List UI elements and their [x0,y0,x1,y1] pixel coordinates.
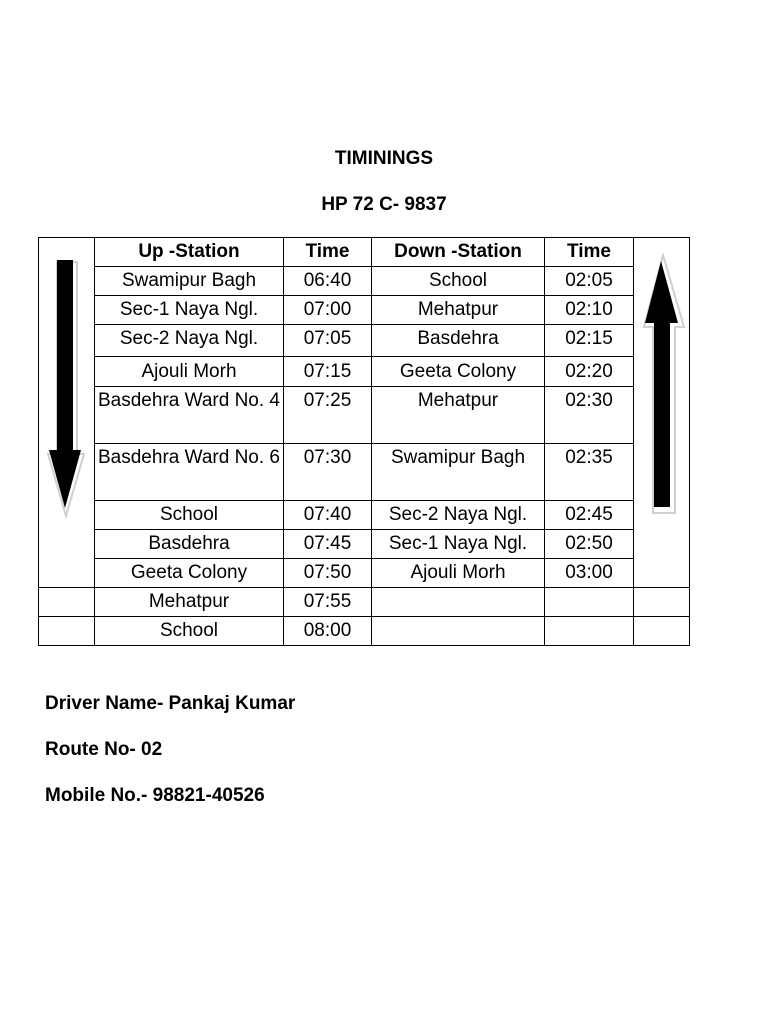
up-station-cell: Basdehra Ward No. 6 [95,444,284,501]
down-time-cell: 02:45 [545,501,634,530]
right-blank-cell [634,588,690,617]
down-station-cell: Sec-1 Naya Ngl. [372,530,545,559]
up-station-cell: Sec-2 Naya Ngl. [95,325,284,357]
table-row [39,296,690,325]
down-station-cell [372,588,545,617]
down-arrow-icon [44,258,88,520]
up-station-cell: Basdehra Ward No. 4 [95,387,284,444]
up-station-cell: Mehatpur [95,588,284,617]
table-row [39,588,690,617]
driver-name: Driver Name- Pankaj Kumar [45,693,296,714]
table-row [39,444,690,501]
up-station-cell: Geeta Colony [95,559,284,588]
down-time-cell: 02:05 [545,267,634,296]
down-time-cell [545,588,634,617]
down-station-cell: Swamipur Bagh [372,444,545,501]
up-time-cell: 07:15 [284,357,372,387]
up-time-cell: 07:55 [284,588,372,617]
up-station-cell: Sec-1 Naya Ngl. [95,296,284,325]
page-title: TIMININGS [334,148,434,169]
table-row [39,617,690,646]
route-number: Route No- 02 [45,739,163,760]
down-time-cell: 03:00 [545,559,634,588]
up-time-cell: 07:40 [284,501,372,530]
up-time-cell: 07:50 [284,559,372,588]
table-row [39,559,690,588]
up-station-cell: School [95,617,284,646]
down-time-cell: 02:30 [545,387,634,444]
up-arrow-icon [640,253,686,517]
up-time-cell: 07:25 [284,387,372,444]
up-time-cell: 07:05 [284,325,372,357]
left-blank-cell [39,617,95,646]
up-station-cell: Swamipur Bagh [95,267,284,296]
down-station-cell: Basdehra [372,325,545,357]
up-time-cell: 08:00 [284,617,372,646]
down-time-cell: 02:20 [545,357,634,387]
up-time-cell: 07:45 [284,530,372,559]
header-down-time: Time [545,238,634,267]
header-down-station: Down -Station [372,238,545,267]
vehicle-number: HP 72 C- 9837 [321,194,447,215]
up-time-cell: 06:40 [284,267,372,296]
down-station-cell: Mehatpur [372,387,545,444]
table-row [39,267,690,296]
table-row [39,501,690,530]
up-time-cell: 07:30 [284,444,372,501]
down-station-cell: School [372,267,545,296]
left-blank-cell [39,588,95,617]
down-time-cell: 02:50 [545,530,634,559]
table-row [39,387,690,444]
header-up-station: Up -Station [95,238,284,267]
mobile-number: Mobile No.- 98821-40526 [45,785,265,806]
up-station-cell: School [95,501,284,530]
table-row [39,530,690,559]
down-time-cell: 02:15 [545,325,634,357]
down-station-cell: Mehatpur [372,296,545,325]
timing-table [38,237,690,646]
down-time-cell: 02:10 [545,296,634,325]
down-station-cell: Sec-2 Naya Ngl. [372,501,545,530]
header-up-time: Time [284,238,372,267]
down-time-cell: 02:35 [545,444,634,501]
table-row [39,325,690,357]
table-row [39,357,690,387]
down-station-cell: Geeta Colony [372,357,545,387]
right-blank-cell [634,617,690,646]
up-time-cell: 07:00 [284,296,372,325]
table-header-row [39,238,690,267]
up-station-cell: Basdehra [95,530,284,559]
down-station-cell [372,617,545,646]
down-time-cell [545,617,634,646]
down-station-cell: Ajouli Morh [372,559,545,588]
up-station-cell: Ajouli Morh [95,357,284,387]
